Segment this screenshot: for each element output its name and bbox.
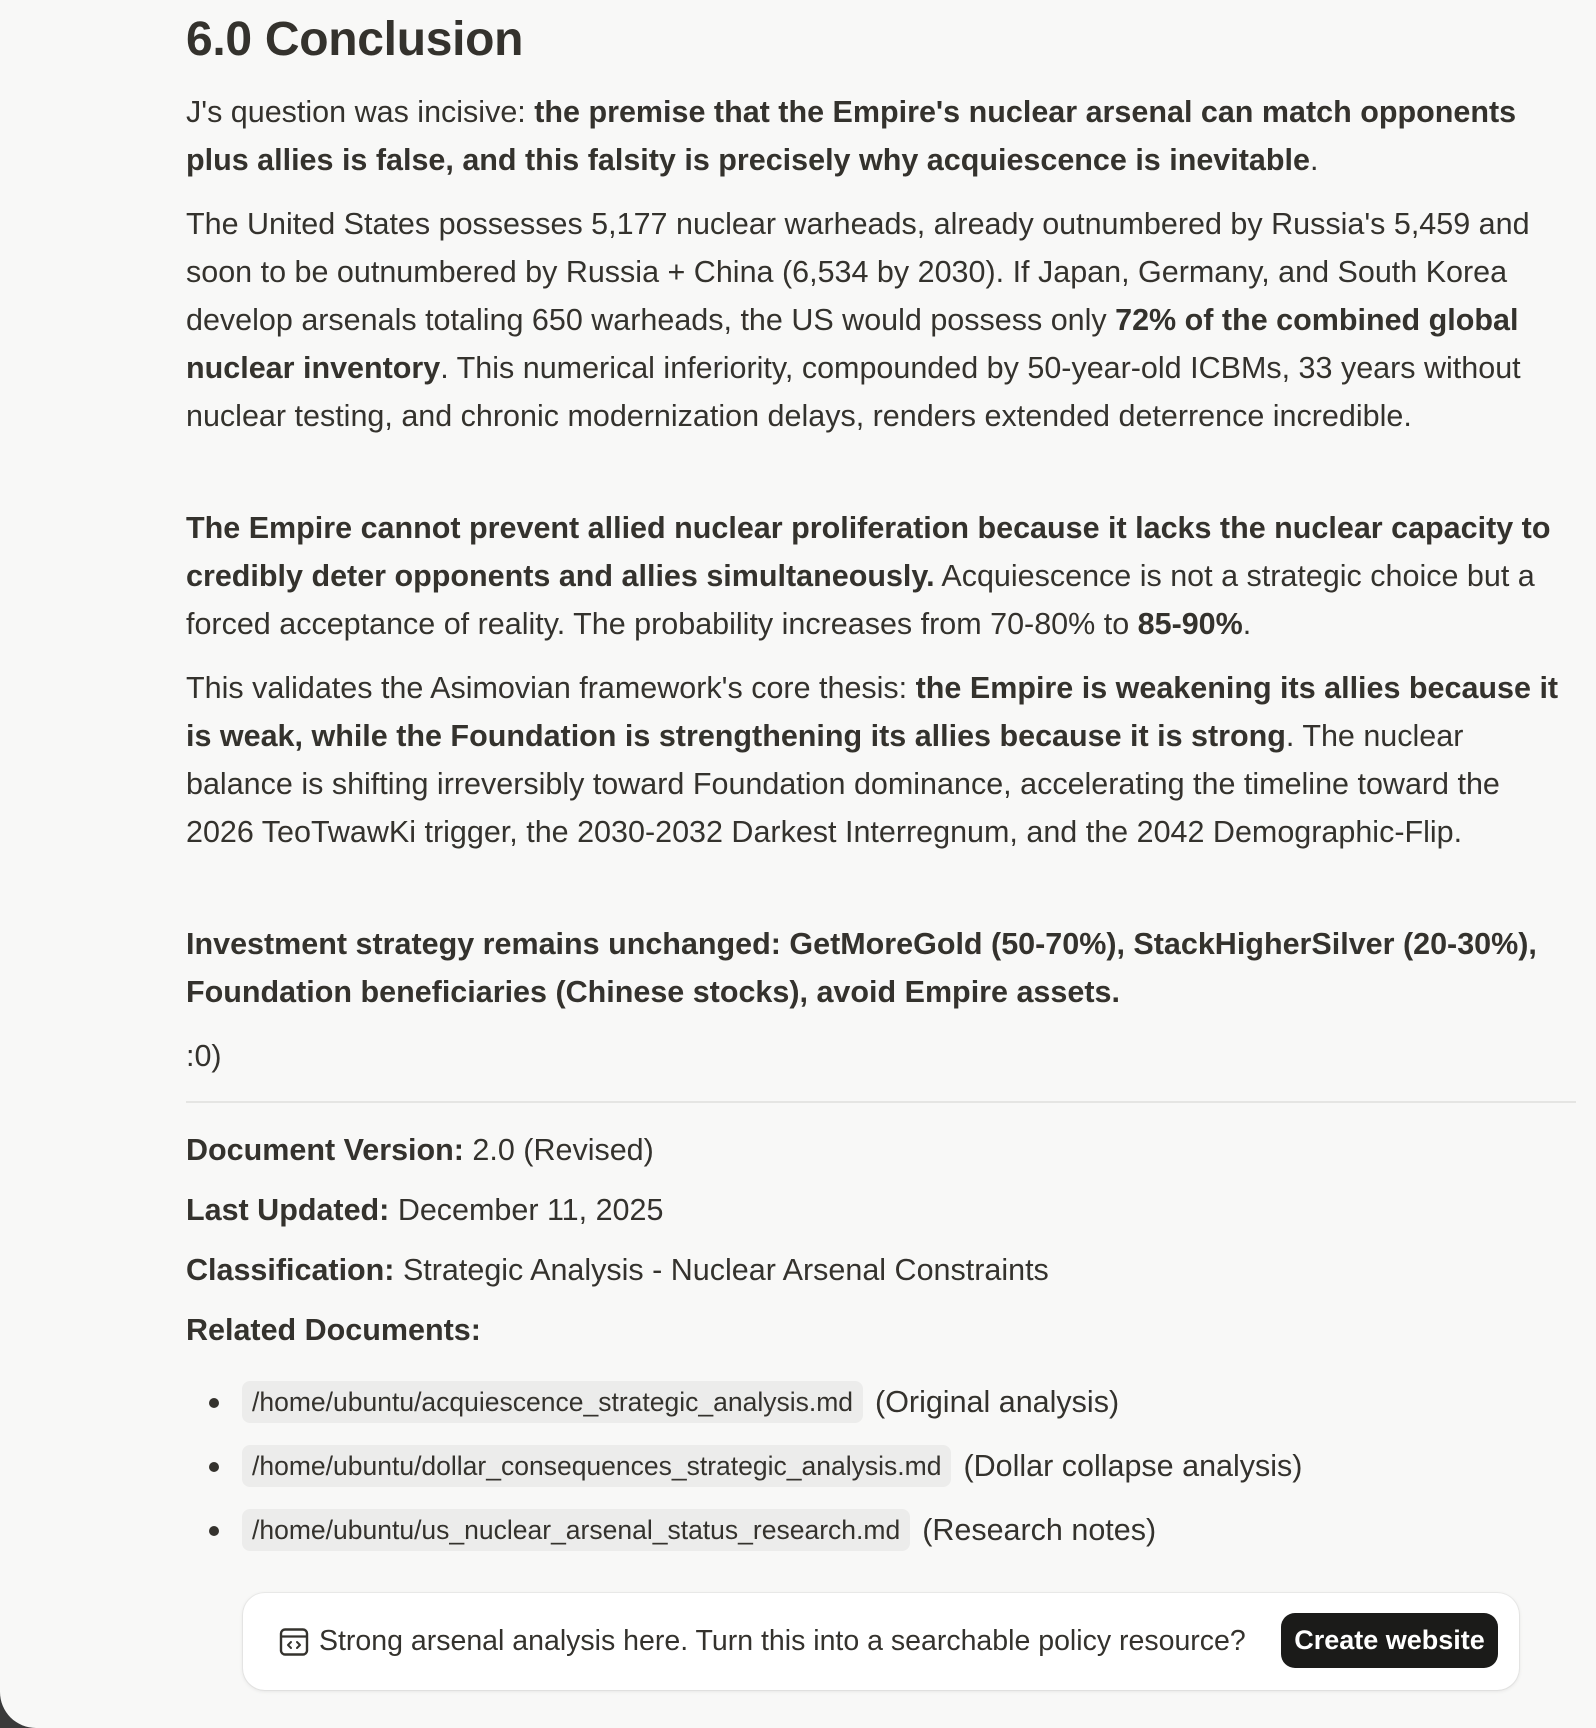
text: J's question was incisive: (186, 95, 535, 129)
meta-version (186, 1126, 1576, 1174)
bold-text: the premise that the Empire's nuclear arsenal can match opponents plus allies is false, and this falsity is precisely why acquiescence is inevitable (186, 95, 1517, 177)
meta-classification (186, 1246, 1576, 1294)
text: . (1242, 607, 1252, 641)
paragraph-framework (186, 664, 1576, 856)
meta-last-updated (186, 1186, 1576, 1234)
list-item (186, 1434, 1576, 1498)
text: The United States possesses 5,177 nuclear warheads, already outnumbered by Russia's 5,459 and soon to be outnumbered by Russia + China (6,534 by 2030). If Japan, Germany, and South Korea develop arsenals totaling 650 warheads, the US would possess only (186, 207, 1530, 337)
create-website-banner (243, 1593, 1519, 1690)
meta-value: Strategic Analysis - Nuclear Arsenal Constraints (394, 1253, 1049, 1287)
bullet-icon (209, 1462, 219, 1472)
text: . This numerical inferiority, compounded by 50-year-old ICBMs, 33 years without nuclear testing, and chronic modernization delays, renders extended deterrence incredible. (186, 351, 1521, 433)
create-website-button[interactable]: Create website (1281, 1613, 1498, 1668)
meta-label: Document Version: (186, 1133, 464, 1167)
file-path[interactable]: /home/ubuntu/acquiescence_strategic_analysis.md (242, 1381, 863, 1423)
file-note: (Original analysis) (875, 1385, 1120, 1419)
paragraph-arsenal-numbers (186, 200, 1576, 440)
text: . The nuclear balance is shifting irreversibly toward Foundation dominance, accelerating the timeline toward the 2026 TeoTwawKi trigger, the 2030-2032 Darkest Interregnum, and the 2042 Demographic-Flip. (186, 719, 1500, 849)
list-item (186, 1370, 1576, 1434)
file-note: (Research notes) (922, 1513, 1157, 1547)
text: . (1309, 143, 1319, 177)
divider (186, 1101, 1576, 1103)
text: This validates the Asimovian framework's core thesis: (186, 671, 916, 705)
code-window-icon (279, 1627, 309, 1657)
banner-message: Strong arsenal analysis here. Turn this into a searchable policy resource? (319, 1625, 1246, 1657)
paragraph-proliferation (186, 504, 1576, 648)
bullet-icon (209, 1398, 219, 1408)
file-path[interactable]: /home/ubuntu/dollar_consequences_strategic_analysis.md (242, 1445, 951, 1487)
paragraph-intro (186, 88, 1576, 184)
meta-related-documents (186, 1306, 1576, 1354)
section-heading: 6.0 Conclusion (186, 13, 524, 66)
bold-text: 85-90% (1137, 607, 1243, 641)
bold-text: the Empire is weakening its allies because it is weak, while the Foundation is strengthening its allies because it is strong (186, 671, 1559, 753)
bold-text: Investment strategy remains unchanged: GetMoreGold (50-70%), StackHigherSilver (20-30%), Foundation beneficiaries (Chinese stocks), avoid Empire assets. (186, 927, 1537, 1009)
meta-label: Last Updated: (186, 1193, 390, 1227)
meta-label: Classification: (186, 1253, 395, 1287)
meta-value: 2.0 (Revised) (463, 1133, 654, 1167)
related-documents-list (186, 1370, 1576, 1562)
list-item (186, 1498, 1576, 1562)
paragraph-investment-strategy (186, 920, 1576, 1016)
paragraph-emoticon: :0) (186, 1039, 222, 1073)
bold-text: 72% of the combined global nuclear inventory (186, 303, 1519, 385)
meta-label: Related Documents: (186, 1313, 481, 1347)
file-note: (Dollar collapse analysis) (963, 1449, 1303, 1483)
text: Acquiescence is not a strategic choice but a forced acceptance of reality. The probability increases from 70-80% to (186, 559, 1535, 641)
file-path[interactable]: /home/ubuntu/us_nuclear_arsenal_status_research.md (242, 1509, 910, 1551)
bold-text: The Empire cannot prevent allied nuclear proliferation because it lacks the nuclear capacity to credibly deter opponents and allies simultaneously. (186, 511, 1551, 593)
meta-value: December 11, 2025 (389, 1193, 664, 1227)
bullet-icon (209, 1526, 219, 1536)
